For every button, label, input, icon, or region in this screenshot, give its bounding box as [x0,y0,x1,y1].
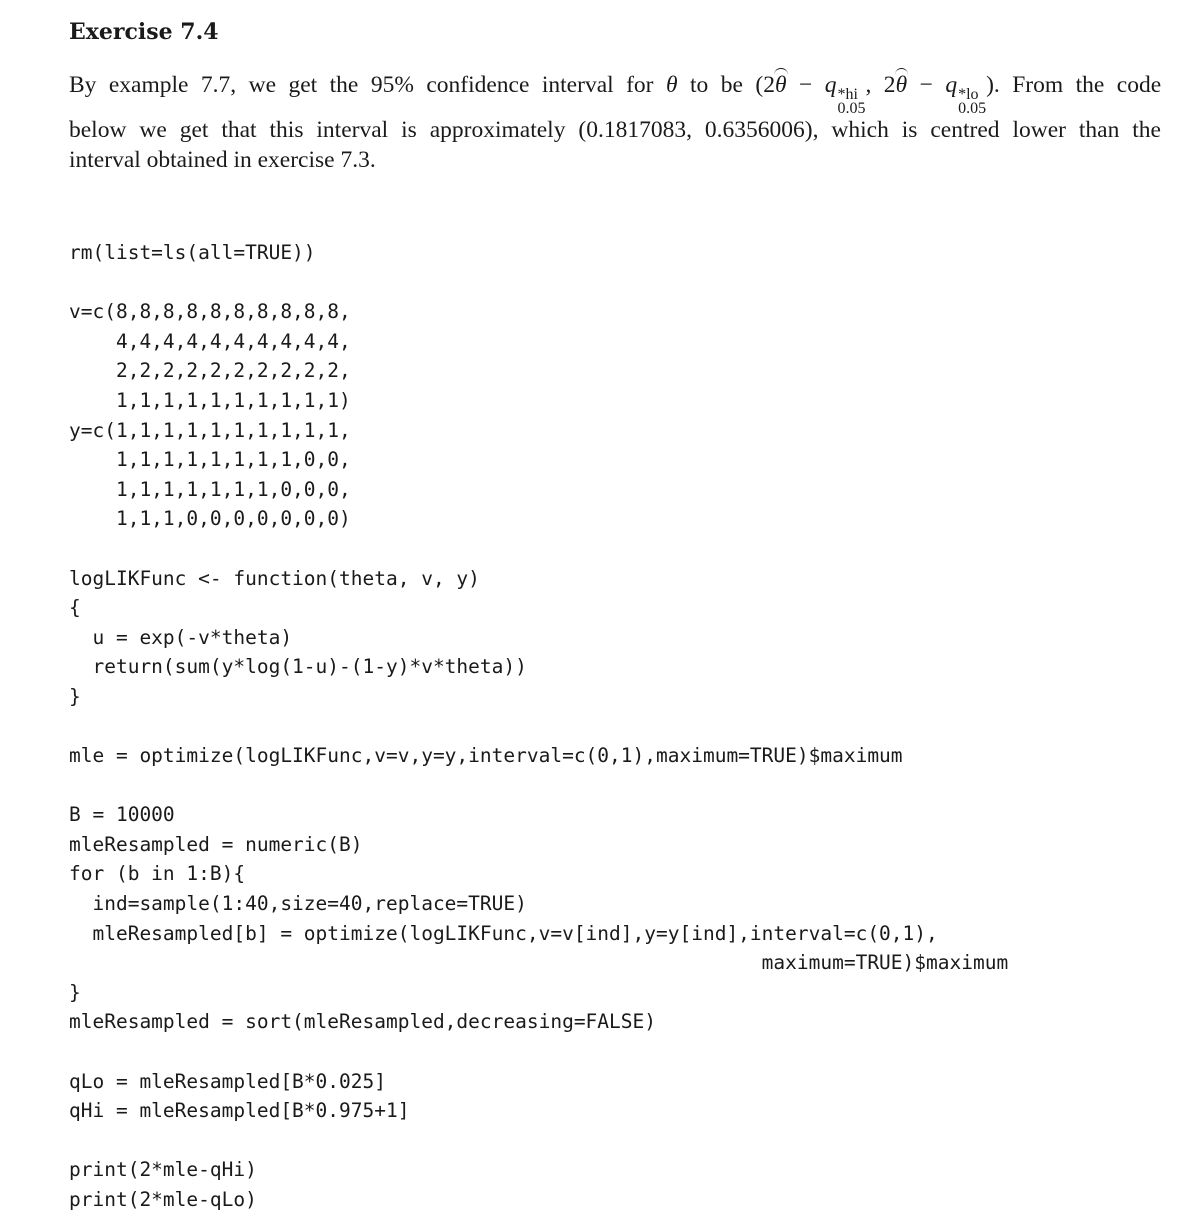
code-line: 2,2,2,2,2,2,2,2,2,2, [69,359,351,383]
intro-line-1-end: From the code [1012,72,1162,98]
code-line: 1,1,1,1,1,1,1,1,0,0, [69,448,351,472]
code-line: logLIKFunc <- function(theta, v, y) [69,566,480,590]
intro-line-2: below we get that this interval is approximately (0.1817083, 0.6356006), which is centred lower than the [69,117,1161,143]
ci-close: ). [986,72,1000,98]
code-line: } [69,980,81,1004]
code-line: y=c(1,1,1,1,1,1,1,1,1,1, [69,418,351,442]
q-symbol-1: q [824,72,837,98]
confidence-interval-expression [755,72,1000,117]
code-line: mle = optimize(logLIKFunc,v=v,y=y,interval=c(0,1),maximum=TRUE)$maximum [69,744,903,768]
intro-paragraph [69,71,1161,175]
code-line: u = exp(-v*theta) [69,625,293,649]
code-line [69,534,1008,564]
ci-minus-1: − [798,72,813,98]
intro-line-1 [69,71,1161,116]
code-line: for (b in 1:B){ [69,862,246,886]
q-lo-scripts [958,88,986,116]
exercise-title: Exercise 7.4 [69,19,219,45]
intro-line-1-start: By example 7.7, we get the 95% confidence interval for [69,72,654,98]
q-hi-scripts [837,88,865,116]
q-symbol-2: q [945,72,958,98]
code-line: return(sum(y*log(1-u)-(1-y)*v*theta)) [69,655,527,679]
code-line: 1,1,1,0,0,0,0,0,0,0) [69,507,351,531]
code-line [69,771,1008,801]
r-code-block [69,238,1008,1215]
q-lo-sub: 0.05 [958,100,987,117]
intro-line-3: interval obtained in exercise 7.3. [69,146,376,173]
code-line: print(2*mle-qLo) [69,1188,257,1211]
code-line: mleResampled = sort(mleResampled,decreasing=FALSE) [69,1010,656,1034]
code-line: ind=sample(1:40,size=40,replace=TRUE) [69,892,527,916]
code-line: maximum=TRUE)$maximum [69,951,1009,975]
code-line: } [69,684,81,708]
theta-hat-2: θ [896,71,908,101]
ci-minus-2: − [919,72,933,98]
q-hi-sub: 0.05 [837,100,866,117]
code-line: qLo = mleResampled[B*0.025] [69,1069,386,1093]
code-line [69,712,1008,742]
code-line: 1,1,1,1,1,1,1,0,0,0, [69,477,351,501]
code-line: 1,1,1,1,1,1,1,1,1,1) [69,388,351,412]
code-line: rm(list=ls(all=TRUE)) [69,241,316,264]
code-line: { [69,596,81,620]
code-line [69,1037,1008,1067]
code-line [69,268,1008,298]
code-line: v=c(8,8,8,8,8,8,8,8,8,8, [69,300,351,324]
q-lo-sup: *lo [958,86,979,103]
theta-symbol: θ [665,72,678,98]
code-line: mleResampled[b] = optimize(logLIKFunc,v=v[ind],y=y[ind],interval=c(0,1), [69,921,938,945]
q-hi-sup: *hi [837,86,858,103]
code-line: print(2*mle-qHi) [69,1158,257,1182]
code-line: 4,4,4,4,4,4,4,4,4,4, [69,329,351,353]
ci-comma: , 2 [865,72,896,98]
theta-hat-1: θ [775,71,787,101]
code-line: mleResampled = numeric(B) [69,832,363,856]
code-line [69,1126,1008,1156]
intro-line-1-mid: to be [690,72,743,98]
code-line: B = 10000 [69,803,175,827]
ci-open: (2 [755,72,775,98]
code-line: qHi = mleResampled[B*0.975+1] [69,1099,410,1123]
